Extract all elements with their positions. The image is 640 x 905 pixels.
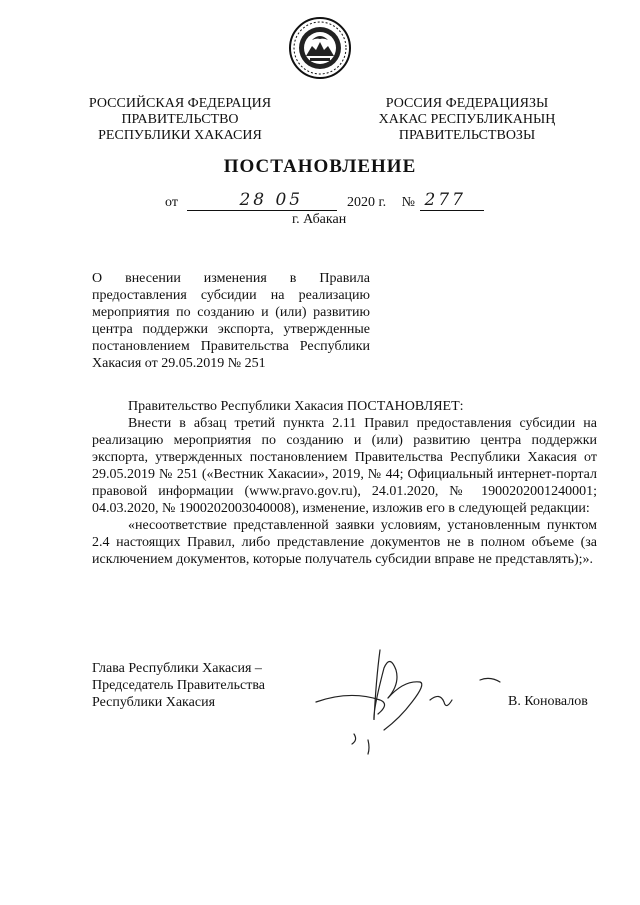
- body-paragraph: Правительство Республики Хакасия ПОСТАНОВЛЯЕТ:: [128, 399, 464, 414]
- header-right-line: РОССИЯ ФЕДЕРАЦИЯЗЫ: [385, 96, 549, 111]
- year-label: 2020 г.: [346, 195, 387, 210]
- position-line: Председатель Правительства: [92, 678, 265, 693]
- date-field: [187, 192, 337, 211]
- number-handwritten: 277: [424, 190, 466, 210]
- signatory-name: В. Коновалов: [508, 694, 588, 709]
- coat-of-arms-icon: [288, 16, 352, 80]
- header-left: [82, 96, 278, 144]
- header-right-line: ХАКАС РЕСПУБЛИКАНЫҢ: [378, 112, 556, 127]
- number-label: №: [401, 195, 415, 210]
- date-number-line: [165, 192, 484, 212]
- document-subject: О внесении изменения в Правила предоставления субсидии на реализацию мероприятия по созданию и (или) развитию центра поддержки экспорта, утвержденные постановлением Правительства Республики Хакасия от 29.05.2019 № 251: [92, 271, 370, 371]
- position-line: Глава Республики Хакасия –: [92, 661, 262, 676]
- body-paragraph: Внести в абзац третий пункта 2.11 Правил предоставления субсидии на реализацию мероприятия по созданию и (или) развитию центра поддержки экспорта, утвержденных постановлением Правительства Республики Хакасия от 29.05.2019 № 251 («Вестник Хакасии», 2019, № 44; Официальный интернет-портал правовой информации (www.pravo.gov.ru), 24.01.2020, № 1900202001240001; 04.03.2020, № 1900202003040008), изменение, изложив его в следующей редакции:: [92, 416, 597, 516]
- header-left-line: РЕСПУБЛИКИ ХАКАСИЯ: [98, 128, 262, 143]
- header-right: [360, 96, 574, 144]
- handwritten-signature-icon: [280, 640, 520, 770]
- from-label: от: [165, 195, 178, 210]
- document-title: ПОСТАНОВЛЕНИЕ: [223, 156, 417, 177]
- header-right-line: ПРАВИТЕЛЬСТВОЗЫ: [398, 128, 536, 143]
- header-left-line: ПРАВИТЕЛЬСТВО: [121, 112, 239, 127]
- date-handwritten: 28 05: [239, 190, 304, 210]
- number-field: [420, 192, 484, 211]
- document-body: [92, 398, 597, 568]
- position-line: Республики Хакасия: [92, 695, 216, 710]
- body-paragraph: «несоответствие представленной заявки условиям, установленным пунктом 2.4 настоящих Правил, либо представление документов не в полном объеме (за исключением документов, которые получатель субсидии вправе не представлять);».: [92, 518, 597, 567]
- header-left-line: РОССИЙСКАЯ ФЕДЕРАЦИЯ: [88, 96, 272, 111]
- signatory-position: [92, 660, 265, 711]
- city-label: г. Абакан: [292, 212, 347, 227]
